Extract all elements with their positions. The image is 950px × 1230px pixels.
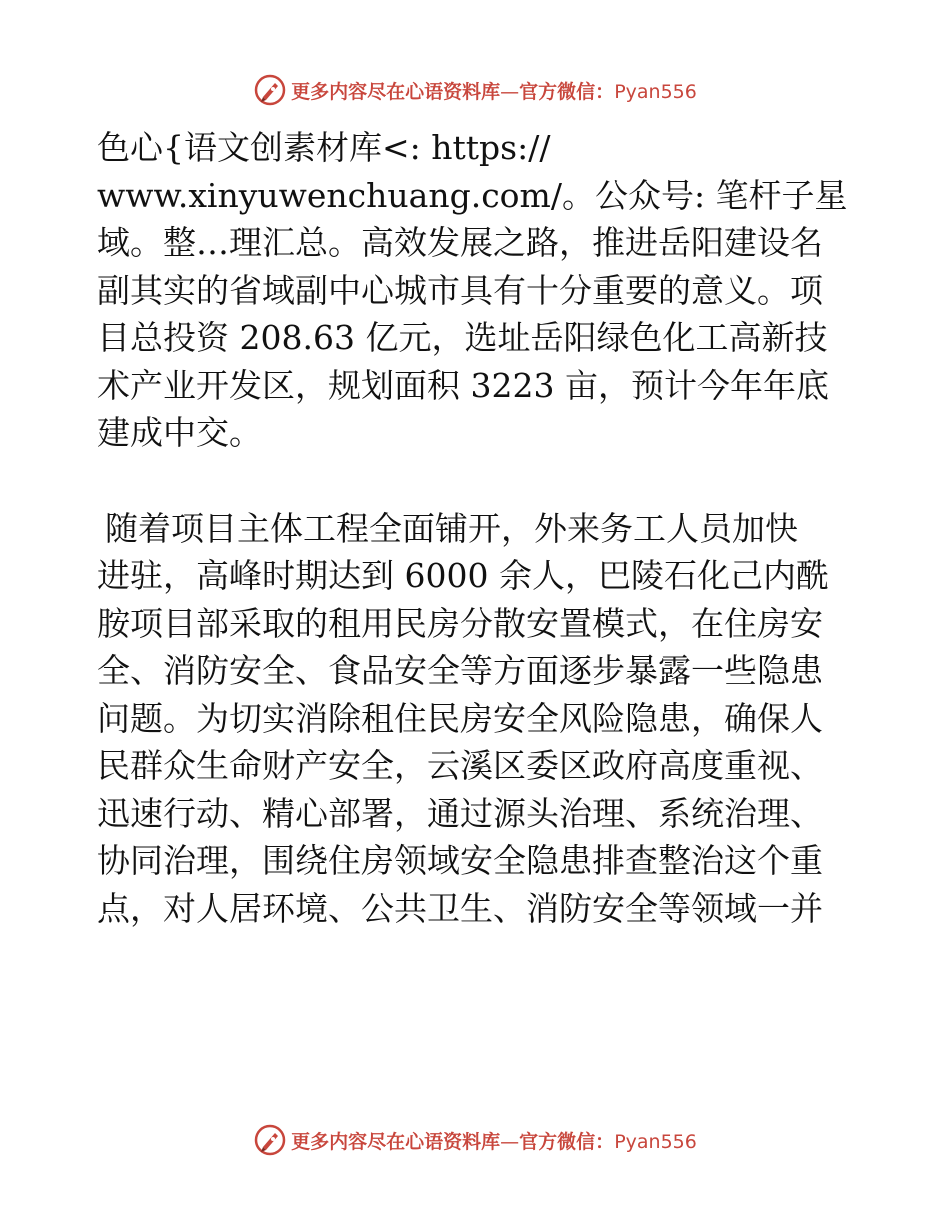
banner-main-text: 更多内容尽在心语资料库 [291, 80, 501, 103]
banner-text [291, 1127, 697, 1154]
banner-separator: — [500, 80, 520, 103]
text-line: 进驻，高峰时期达到 6000 余人，巴陵石化己内酰 [97, 556, 829, 595]
pen-logo-icon [253, 73, 287, 107]
document-body [97, 124, 857, 932]
header-banner [0, 70, 950, 110]
text-line: 迅速行动、精心部署，通过源头治理、系统治理、 [97, 793, 823, 833]
text-line: 目总投资 208.63 亿元，选址岳阳绿色化工高新技 [97, 318, 828, 357]
banner-separator: — [500, 1130, 520, 1153]
text-line: 域。整…理汇总。高效发展之路，推进岳阳建设名 [97, 223, 823, 262]
pen-logo-icon [253, 1123, 287, 1157]
text-line: www.xinyuwenchuang.com/。公众号: 笔杆子星 [97, 175, 848, 215]
text-line: 全、消防安全、食品安全等方面逐步暴露一些隐患 [97, 651, 823, 690]
banner-handle: Pyan556 [614, 1130, 697, 1153]
text-line: 民群众生命财产安全，云溪区委区政府高度重视、 [97, 746, 823, 785]
text-line: 副其实的省域副中心城市具有十分重要的意义。项 [97, 270, 823, 310]
text-line: 色心{语文创素材库<: https:// [97, 128, 551, 167]
text-line: 随着项目主体工程全面铺开，外来务工人员加快 [105, 508, 798, 548]
text-line: 胺项目部采取的租用民房分散安置模式，在住房安 [97, 603, 823, 643]
paragraph-spacer [97, 457, 857, 505]
text-line: 协同治理，围绕住房领域安全隐患排查整治这个重 [97, 841, 823, 880]
banner-official-label: 官方微信： [519, 1130, 615, 1153]
text-line: 点，对人居环境、公共卫生、消防安全等领域一并 [97, 888, 823, 928]
text-line: 术产业开发区，规划面积 3223 亩，预计今年年底 [97, 365, 829, 405]
banner-handle: Pyan556 [614, 80, 697, 103]
footer-banner [0, 1120, 950, 1160]
banner-text [291, 77, 697, 104]
banner-main-text: 更多内容尽在心语资料库 [291, 1130, 501, 1153]
text-line: 问题。为切实消除租住民房安全风险隐患，确保人 [97, 698, 823, 738]
text-line: 建成中交。 [97, 413, 262, 452]
paragraph-1 [97, 124, 857, 457]
banner-official-label: 官方微信： [519, 80, 615, 103]
paragraph-2 [97, 505, 857, 933]
